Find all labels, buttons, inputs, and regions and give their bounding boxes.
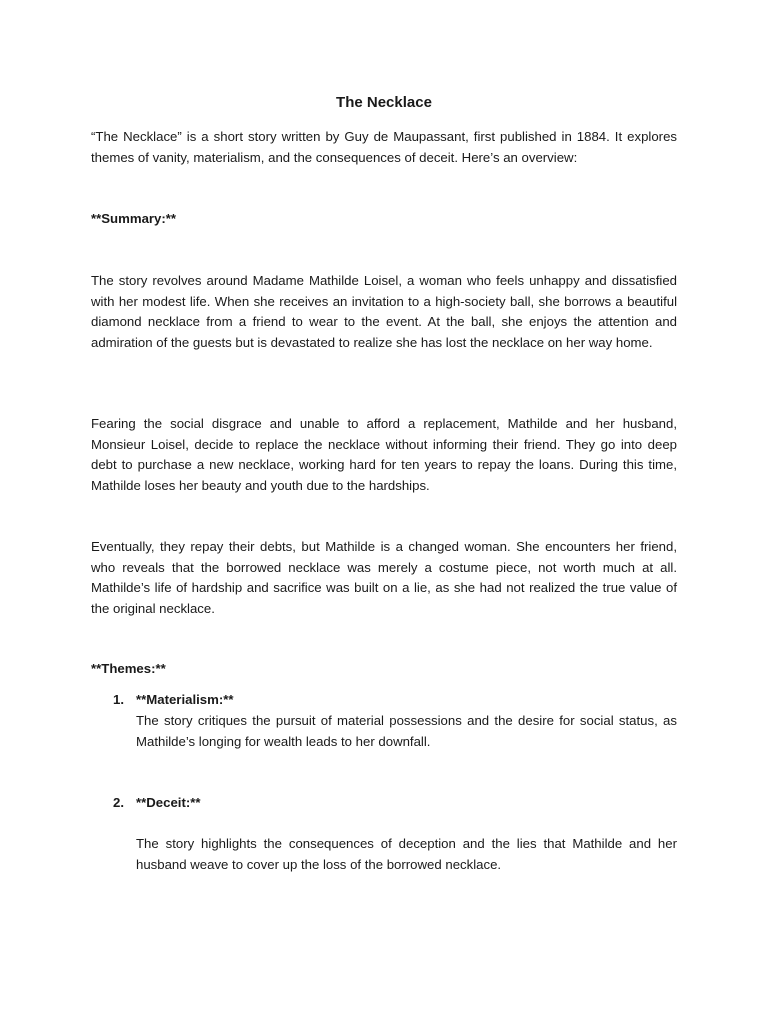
intro-paragraph: “The Necklace” is a short story written by Guy de Maupassant, first published in 1884. It explores themes of vanity, materialism, and the consequences of deceit. Here’s an overview: bbox=[91, 129, 677, 165]
summary-paragraph-1: The story revolves around Madame Mathilde Loisel, a woman who feels unhappy and dissatisfied with her modest life. When she receives an invitation to a high-society ball, she borrows a beautiful diamond necklace from a friend to wear to the event. At the ball, she enjoys the attention and admiration of the guests but is devastated to realize she has lost the necklace on her way home. bbox=[91, 273, 677, 350]
document-title: The Necklace bbox=[336, 94, 432, 111]
theme-2-text: The story highlights the consequences of deception and the lies that Mathilde and her husband weave to cover up the loss of the borrowed necklace. bbox=[136, 836, 677, 872]
theme-1-text: The story critiques the pursuit of material possessions and the desire for social status, as Mathilde’s longing for wealth leads to her downfall. bbox=[136, 713, 677, 749]
theme-1-heading: **Materialism:** bbox=[136, 692, 234, 707]
themes-heading: **Themes:** bbox=[91, 661, 166, 676]
theme-2-heading: **Deceit:** bbox=[136, 795, 201, 810]
theme-2-number: 2. bbox=[113, 795, 124, 810]
summary-paragraph-3: Eventually, they repay their debts, but Mathilde is a changed woman. She encounters her friend, who reveals that the borrowed necklace was merely a costume piece, not worth much at all. Mathilde’s life of hardship and sacrifice was built on a lie, as she had not realized the true value of the original necklace. bbox=[91, 539, 677, 616]
summary-paragraph-2: Fearing the social disgrace and unable to afford a replacement, Mathilde and her husband, Monsieur Loisel, decide to replace the necklace without informing their friend. They go into deep debt to purchase a new necklace, working hard for ten years to repay the loans. During this time, Mathilde loses her beauty and youth due to the hardships. bbox=[91, 416, 677, 493]
summary-heading: **Summary:** bbox=[91, 211, 177, 226]
theme-1-number: 1. bbox=[113, 692, 124, 707]
